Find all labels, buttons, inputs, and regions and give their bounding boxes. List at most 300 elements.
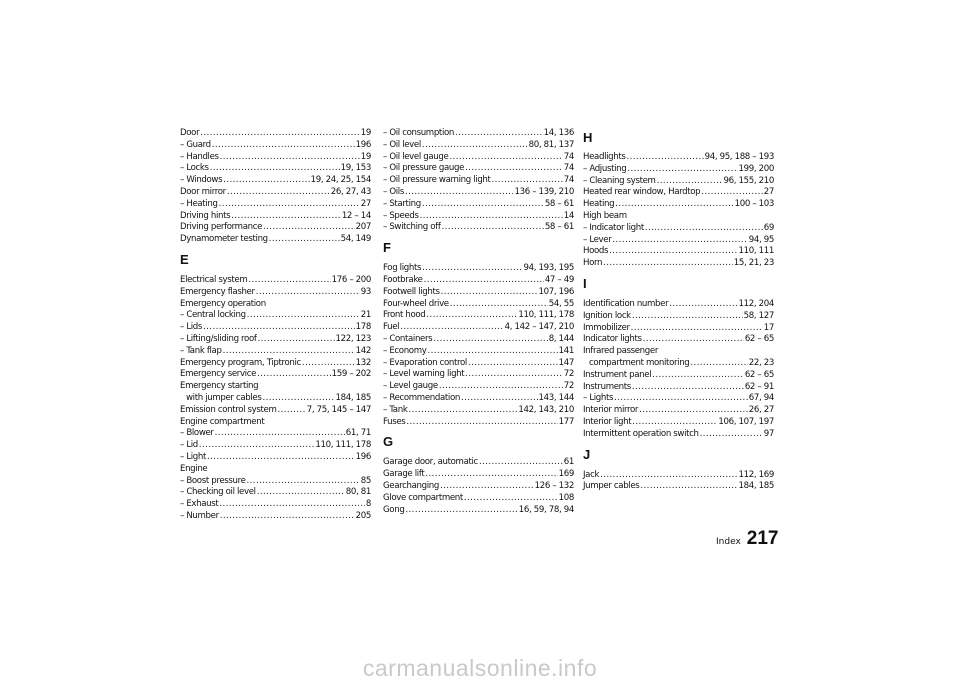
dot-leader — [461, 393, 538, 405]
index-entry — [583, 152, 774, 164]
index-entry — [383, 405, 574, 417]
entry-pages: 80, 81 — [345, 487, 371, 498]
index-entry — [180, 299, 371, 311]
entry-pages: 22, 23 — [748, 357, 774, 368]
entry-term: – Windows — [180, 175, 223, 186]
dot-leader — [440, 481, 534, 493]
entry-term: with jumper cables — [186, 392, 262, 403]
dot-leader — [468, 358, 558, 370]
entry-pages: 12 – 14 — [341, 210, 371, 221]
index-entry — [180, 487, 371, 499]
index-entry — [583, 370, 774, 382]
index-entry — [180, 405, 371, 417]
dot-leader — [223, 346, 355, 358]
dot-leader — [278, 405, 306, 417]
dot-leader — [247, 476, 360, 488]
entry-term: Fuses — [383, 416, 406, 427]
entry-pages: 8 — [365, 499, 371, 510]
page-number: 217 — [746, 528, 779, 549]
dot-leader — [600, 470, 737, 482]
dot-leader — [220, 511, 355, 523]
entry-pages: 122, 123 — [335, 333, 371, 344]
entry-pages: 47 – 49 — [544, 274, 574, 285]
entry-term: – Lever — [583, 234, 612, 245]
dot-leader — [701, 187, 762, 199]
entry-term: – Lights — [583, 393, 614, 404]
dot-leader — [640, 481, 737, 493]
entry-pages: 100 – 103 — [734, 199, 774, 210]
entry-pages: 93 — [360, 286, 371, 297]
entry-pages: 97 — [763, 428, 774, 439]
entry-term: Driving hints — [180, 210, 231, 221]
entry-pages: 132 — [355, 357, 371, 368]
entry-term: – Oil level gauge — [383, 151, 449, 162]
entry-pages: 74 — [563, 151, 574, 162]
index-entry — [180, 358, 371, 370]
index-entry — [180, 452, 371, 464]
dot-leader — [465, 369, 562, 381]
entry-term: – Lifting/sliding roof — [180, 333, 257, 344]
index-column-2 — [383, 128, 574, 516]
dot-leader — [262, 393, 334, 405]
index-entry — [180, 464, 371, 476]
dot-leader — [612, 235, 747, 247]
entry-pages: 14 — [563, 210, 574, 221]
index-entry — [583, 311, 774, 323]
dot-leader — [257, 369, 331, 381]
entry-term: – Level gauge — [383, 381, 438, 392]
entry-term: Emergency program, Tiptronic — [180, 357, 301, 368]
entry-pages: 147 — [558, 357, 574, 368]
section-heading: E — [180, 251, 189, 267]
index-entry — [383, 381, 574, 393]
entry-term: Instrument panel — [583, 369, 652, 380]
entry-pages: 21 — [360, 310, 371, 321]
index-entry — [583, 323, 774, 335]
entry-term: – Oil consumption — [383, 128, 454, 138]
index-entry — [383, 481, 574, 493]
entry-term: Fuel — [383, 322, 400, 333]
dot-leader — [420, 211, 563, 223]
entry-pages: 159 – 202 — [331, 369, 371, 380]
dot-leader — [627, 152, 704, 164]
entry-term: Immobilizer — [583, 322, 630, 333]
index-entry — [383, 211, 574, 223]
entry-pages: 96, 155, 210 — [723, 175, 774, 186]
entry-pages: 17 — [763, 322, 774, 333]
index-column-1 — [180, 128, 371, 523]
entry-pages: 7, 75, 145 – 147 — [306, 404, 371, 415]
index-entry — [583, 187, 774, 199]
index-entry — [383, 152, 574, 164]
index-entry — [383, 187, 574, 199]
dot-leader — [422, 199, 544, 211]
entry-pages: 143, 144 — [538, 392, 574, 403]
entry-term: Heating — [583, 199, 615, 210]
entry-term: – Tank flap — [180, 345, 222, 356]
dot-leader — [248, 275, 330, 287]
entry-term: – Oil pressure warning light — [383, 175, 491, 186]
section-heading: J — [583, 446, 590, 462]
entry-pages: 62 – 91 — [744, 381, 774, 392]
dot-leader — [464, 493, 558, 505]
entry-pages: 62 – 65 — [744, 369, 774, 380]
index-entry — [383, 393, 574, 405]
entry-pages: 169 — [558, 469, 574, 480]
dot-leader — [609, 246, 737, 258]
dot-leader — [408, 405, 517, 417]
dot-leader — [632, 417, 717, 429]
entry-pages: 136 – 139, 210 — [514, 186, 574, 197]
entry-pages: 196 — [355, 139, 371, 150]
index-entry — [383, 140, 574, 152]
dot-leader — [492, 175, 563, 187]
entry-term: – Oil level — [383, 139, 421, 150]
index-entry — [180, 381, 371, 393]
dot-leader — [207, 452, 355, 464]
entry-pages: 19 — [360, 128, 371, 138]
index-entry — [583, 393, 774, 405]
entry-pages: 80, 81, 137 — [528, 139, 574, 150]
entry-term: – Recommendation — [383, 392, 460, 403]
dot-leader — [269, 234, 340, 246]
entry-pages: 85 — [360, 475, 371, 486]
footer-label: Index — [716, 537, 741, 547]
index-entry — [383, 358, 574, 370]
dot-leader — [223, 175, 309, 187]
index-entry — [583, 358, 774, 370]
index-entry — [180, 322, 371, 334]
index-entry — [583, 429, 774, 441]
entry-pages: 184, 185 — [335, 392, 371, 403]
entry-pages: 54, 55 — [548, 298, 574, 309]
dot-leader — [422, 140, 528, 152]
index-entry — [583, 334, 774, 346]
dot-leader — [669, 299, 737, 311]
entry-term: – Locks — [180, 163, 209, 174]
entry-pages: 106, 107, 197 — [718, 416, 774, 427]
entry-term: – Heating — [180, 198, 218, 209]
entry-term: – Level warning light — [383, 369, 465, 380]
index-entry — [180, 222, 371, 234]
entry-term: Electrical system — [180, 274, 248, 285]
entry-term: – Switching off — [383, 222, 441, 233]
index-entry — [383, 199, 574, 211]
dot-leader — [219, 199, 360, 211]
watermark: carmanualsonline.info — [362, 655, 598, 681]
section-heading: I — [583, 275, 587, 291]
entry-pages: 19 — [360, 151, 371, 162]
index-entry — [180, 476, 371, 488]
entry-pages: 67, 94 — [748, 393, 774, 404]
index-entry — [583, 211, 774, 223]
entry-pages: 74 — [563, 175, 574, 186]
entry-pages: 26, 27 — [748, 405, 774, 416]
entry-term: – Starting — [383, 198, 421, 209]
dot-leader — [405, 187, 514, 199]
entry-term: – Exhaust — [180, 499, 219, 510]
index-entry — [180, 417, 371, 429]
entry-term: – Indicator light — [583, 222, 644, 233]
entry-term: – Lid — [180, 440, 198, 451]
entry-pages: 112, 204 — [738, 298, 774, 309]
entry-pages: 69 — [763, 222, 774, 233]
entry-term: – Economy — [383, 345, 427, 356]
index-entry — [383, 263, 574, 275]
index-entry — [180, 440, 371, 452]
index-entry — [583, 235, 774, 247]
entry-term: – Checking oil level — [180, 487, 256, 498]
entry-pages: 110, 111, 178 — [518, 310, 574, 321]
dot-leader — [632, 382, 744, 394]
entry-term: Jack — [583, 469, 600, 480]
entry-term: Driving performance — [180, 222, 263, 233]
entry-term: – Tank — [383, 404, 408, 415]
index-entry — [180, 163, 371, 175]
entry-term: Interior light — [583, 416, 632, 427]
dot-leader — [210, 163, 340, 175]
entry-term: High beam — [583, 210, 627, 221]
entry-term: Front hood — [383, 310, 426, 321]
index-entry — [583, 382, 774, 394]
entry-term: Footwell lights — [383, 286, 440, 297]
entry-term: Engine compartment — [180, 416, 265, 427]
index-entry — [180, 511, 371, 523]
index-entry — [583, 258, 774, 270]
dot-leader — [427, 346, 557, 358]
dot-leader — [406, 417, 557, 429]
entry-term: – Cleaning system — [583, 175, 656, 186]
index-entry — [180, 393, 371, 405]
dot-leader — [231, 211, 341, 223]
index-entry — [180, 346, 371, 358]
dot-leader — [424, 275, 544, 287]
section-heading: F — [383, 240, 391, 256]
entry-term: Gong — [383, 504, 405, 515]
entry-pages: 4, 142 – 147, 210 — [504, 322, 574, 333]
entry-term: – Containers — [383, 333, 433, 344]
index-entry — [383, 457, 574, 469]
entry-pages: 142 — [355, 345, 371, 356]
entry-term: Emergency flasher — [180, 286, 255, 297]
entry-term: Four-wheel drive — [383, 298, 449, 309]
index-entry — [383, 128, 574, 140]
index-entry — [583, 346, 774, 358]
entry-pages: 205 — [355, 510, 371, 521]
dot-leader — [603, 258, 733, 270]
dot-leader — [700, 429, 763, 441]
entry-pages: 141 — [558, 345, 574, 356]
entry-term: – Lids — [180, 322, 203, 333]
dot-leader — [220, 152, 360, 164]
section-heading: G — [383, 434, 393, 450]
index-entry — [180, 128, 371, 140]
entry-pages: 61, 71 — [345, 428, 371, 439]
entry-term: Interior mirror — [583, 405, 639, 416]
index-entry — [180, 310, 371, 322]
dot-leader — [425, 469, 557, 481]
entry-pages: 26, 27, 43 — [330, 186, 371, 197]
entry-term: – Central locking — [180, 310, 246, 321]
entry-pages: 27 — [763, 187, 774, 198]
index-entry — [383, 322, 574, 334]
dot-leader — [258, 334, 335, 346]
section-heading: H — [583, 130, 593, 145]
entry-term: Emergency starting — [180, 381, 259, 392]
dot-leader — [400, 322, 503, 334]
dot-leader — [645, 223, 763, 235]
index-entry — [180, 234, 371, 246]
entry-pages: 142, 143, 210 — [518, 404, 574, 415]
entry-term: Glove compartment — [383, 492, 463, 503]
entry-pages: 94, 193, 195 — [523, 263, 574, 274]
index-entry — [383, 505, 574, 517]
dot-leader — [449, 152, 562, 164]
index-entry — [180, 187, 371, 199]
index-entry — [583, 299, 774, 311]
index-entry — [583, 470, 774, 482]
entry-term: Emergency operation — [180, 298, 266, 309]
index-entry — [383, 346, 574, 358]
index-entry — [383, 175, 574, 187]
index-entry — [180, 175, 371, 187]
dot-leader — [219, 499, 364, 511]
entry-pages: 178 — [355, 322, 371, 333]
entry-term: Horn — [583, 258, 603, 269]
entry-pages: 72 — [563, 381, 574, 392]
entry-term: – Number — [180, 510, 219, 521]
dot-leader — [455, 128, 543, 140]
dot-leader — [442, 222, 544, 234]
index-entry — [180, 275, 371, 287]
entry-pages: 8, 144 — [548, 333, 574, 344]
index-column-3 — [583, 128, 774, 493]
entry-pages: 58 – 61 — [544, 198, 574, 209]
entry-pages: 207 — [355, 222, 371, 233]
entry-term: Emission control system — [180, 404, 277, 415]
entry-term: Engine — [180, 463, 208, 474]
index-entry — [383, 310, 574, 322]
index-entry — [180, 152, 371, 164]
dot-leader — [200, 128, 359, 140]
entry-pages: 54, 149 — [340, 234, 371, 245]
entry-term: Door — [180, 128, 200, 138]
entry-pages: 107, 196 — [538, 286, 574, 297]
entry-pages: 27 — [360, 198, 371, 209]
entry-pages: 61 — [563, 457, 574, 468]
entry-pages: 112, 169 — [738, 469, 774, 480]
entry-pages: 19, 153 — [340, 163, 371, 174]
entry-pages: 110, 111, 178 — [315, 440, 371, 451]
index-entry — [383, 299, 574, 311]
dot-leader — [615, 199, 733, 211]
entry-pages: 74 — [563, 163, 574, 174]
entry-pages: 72 — [563, 369, 574, 380]
entry-pages: 16, 59, 78, 94 — [518, 504, 574, 515]
entry-pages: 19, 24, 25, 154 — [310, 175, 371, 186]
entry-term: – Evaporation control — [383, 357, 467, 368]
dot-leader — [631, 323, 763, 335]
dot-leader — [405, 505, 517, 517]
dot-leader — [247, 310, 360, 322]
dot-leader — [227, 187, 330, 199]
entry-term: Fog lights — [383, 263, 422, 274]
entry-term: Footbrake — [383, 274, 423, 285]
entry-term: Garage door, automatic — [383, 457, 478, 468]
entry-term: – Speeds — [383, 210, 419, 221]
index-entry — [180, 499, 371, 511]
entry-term: Infrared passenger — [583, 346, 659, 357]
index-entry — [583, 164, 774, 176]
index-entry — [383, 287, 574, 299]
dot-leader — [302, 358, 355, 370]
entry-pages: 15, 21, 23 — [733, 258, 774, 269]
entry-term: Intermittent operation switch — [583, 428, 699, 439]
index-entry — [180, 369, 371, 381]
page-footer — [716, 528, 778, 550]
dot-leader — [256, 287, 360, 299]
entry-term: – Handles — [180, 151, 219, 162]
entry-pages: 62 – 65 — [744, 334, 774, 345]
dot-leader — [690, 358, 747, 370]
entry-pages: 14, 136 — [543, 128, 574, 138]
entry-pages: 199, 200 — [738, 163, 774, 174]
entry-term: – Guard — [180, 139, 211, 150]
entry-term: Hoods — [583, 246, 609, 257]
dot-leader — [652, 370, 744, 382]
entry-term: Indicator lights — [583, 334, 642, 345]
entry-term: Door mirror — [180, 186, 226, 197]
entry-term: Headlights — [583, 152, 626, 162]
entry-pages: 110, 111 — [738, 246, 774, 257]
dot-leader — [643, 334, 744, 346]
entry-pages: 108 — [558, 492, 574, 503]
index-entry — [180, 428, 371, 440]
entry-pages: 94, 95, 188 – 193 — [704, 152, 774, 162]
index-entry — [383, 469, 574, 481]
entry-term: – Oil pressure gauge — [383, 163, 465, 174]
index-entry — [583, 246, 774, 258]
dot-leader — [433, 334, 547, 346]
dot-leader — [441, 287, 538, 299]
index-entry — [180, 140, 371, 152]
entry-term: Gearchanging — [383, 480, 439, 491]
dot-leader — [632, 311, 743, 323]
entry-term: Heated rear window, Hardtop — [583, 187, 701, 198]
dot-leader — [426, 310, 517, 322]
entry-term: Emergency service — [180, 369, 257, 380]
entry-pages: 176 – 200 — [331, 274, 371, 285]
entry-pages: 58 – 61 — [544, 222, 574, 233]
dot-leader — [422, 263, 522, 275]
entry-term: Identification number — [583, 298, 669, 309]
entry-term: – Boost pressure — [180, 475, 246, 486]
dot-leader — [203, 322, 355, 334]
dot-leader — [479, 457, 563, 469]
dot-leader — [614, 393, 748, 405]
entry-pages: 184, 185 — [738, 481, 774, 492]
entry-term: – Adjusting — [583, 163, 627, 174]
dot-leader — [199, 440, 314, 452]
entry-term: – Light — [180, 451, 207, 462]
index-entry — [383, 334, 574, 346]
index-entry — [180, 287, 371, 299]
entry-term: – Blower — [180, 428, 214, 439]
index-entry — [383, 417, 574, 429]
index-entry — [583, 223, 774, 235]
entry-term: – Oils — [383, 186, 404, 197]
index-entry — [383, 222, 574, 234]
